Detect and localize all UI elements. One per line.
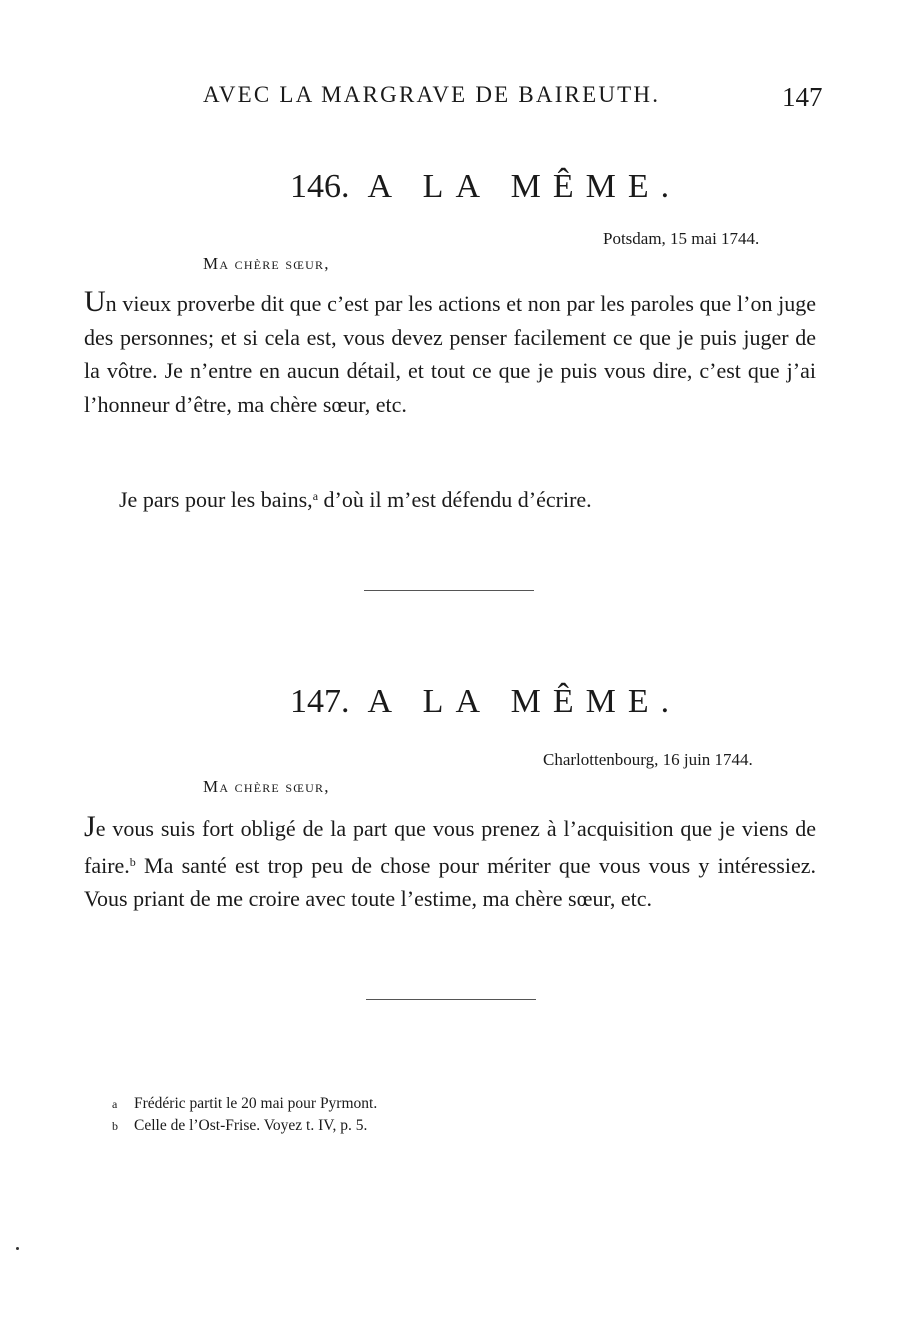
letter-number: 147. bbox=[290, 683, 350, 720]
letter-paragraph bbox=[84, 285, 816, 421]
paragraph-text: n vieux proverbe dit que c’est par les actions et non par les paroles que l’on juge des personnes; et si cela est, vous devez penser facilement ce que je puis juger de la vôtre. Je n’entre en aucun détail, et tout ce que je puis vous dire, c’est que j’ai l’honneur d’être, ma chère sœur, etc. bbox=[84, 291, 816, 417]
footnote-text: Celle de l’Ost-Frise. Voyez t. IV, p. 5. bbox=[134, 1117, 368, 1134]
salutation: Ma chère sœur, bbox=[203, 254, 330, 273]
footnote-a bbox=[112, 1095, 377, 1113]
separator-rule bbox=[366, 999, 536, 1000]
print-speck bbox=[16, 1247, 19, 1250]
initial-letter: J bbox=[84, 810, 96, 843]
footnote-b bbox=[112, 1117, 367, 1135]
initial-letter: U bbox=[84, 285, 106, 318]
footnote-ref-b[interactable]: b bbox=[129, 854, 136, 869]
footnote-ref-a[interactable]: a bbox=[312, 489, 319, 503]
letter-heading-146 bbox=[290, 168, 681, 206]
salutation: Ma chère sœur, bbox=[203, 777, 330, 796]
separator-rule bbox=[364, 590, 534, 591]
footnote-mark: a bbox=[112, 1097, 118, 1111]
letter-paragraph bbox=[84, 810, 816, 916]
paragraph-text: Ma santé est trop peu de chose pour mériter que vous vous y intéressiez. Vous priant de me croire avec toute l’estime, ma chère sœur, etc. bbox=[84, 852, 816, 911]
letter-title: A LA MÊME. bbox=[367, 683, 682, 720]
paragraph-text: Je pars pour les bains, bbox=[119, 487, 313, 512]
paragraph-text: d’où il m’est défendu d’écrire. bbox=[318, 487, 592, 512]
postscript-paragraph bbox=[119, 487, 592, 513]
paragraph-text: e vous suis fort obligé de la part que vous prenez à l’acquisition que je viens de faire. bbox=[84, 816, 816, 878]
page-number: 147 bbox=[782, 82, 823, 112]
footnote-text: Frédéric partit le 20 mai pour Pyrmont. bbox=[134, 1095, 378, 1112]
running-title: AVEC LA MARGRAVE DE BAIREUTH. bbox=[203, 82, 661, 107]
letter-heading-147 bbox=[290, 683, 681, 721]
letter-number: 146. bbox=[290, 168, 350, 205]
dateline: Charlottenbourg, 16 juin 1744. bbox=[543, 750, 753, 769]
dateline: Potsdam, 15 mai 1744. bbox=[603, 229, 760, 248]
letter-title: A LA MÊME. bbox=[367, 168, 682, 205]
footnote-mark: b bbox=[112, 1119, 118, 1133]
